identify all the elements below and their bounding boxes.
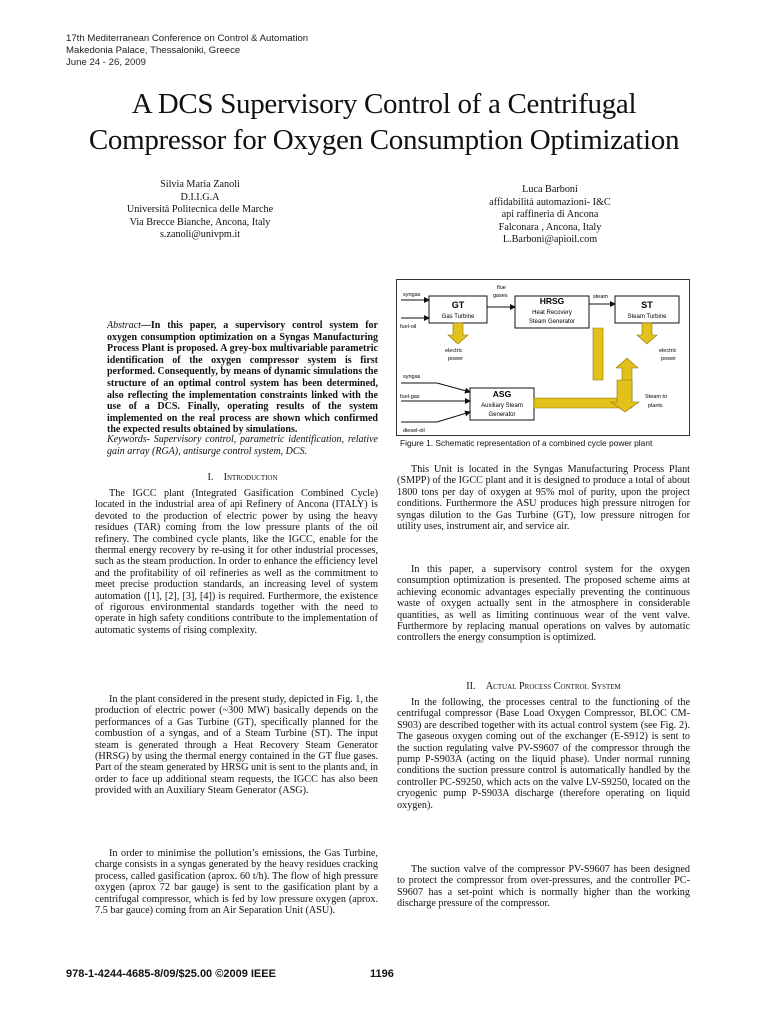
st-sub: Steam Turbine xyxy=(627,314,667,320)
right-column-text-4 xyxy=(397,864,690,910)
section-1-heading xyxy=(107,472,378,483)
steam-label: steam xyxy=(593,294,608,300)
section-2-heading xyxy=(397,681,690,692)
asg-label: ASG xyxy=(492,389,512,399)
author-2 xyxy=(440,184,660,247)
electric-power-label-2b: power xyxy=(661,356,676,362)
paragraph: The suction valve of the compressor PV-S9607 has been designed to protect the compressor from over-pressures, and the controller PC-S9607 has a set-point which is normally higher than the working discharge pressure of the compressor. xyxy=(397,864,690,910)
abstract-text: —In this paper, a supervisory control system for oxygen consumption optimization on a Syngas Manufacturing Process Plant is proposed. A grey-box multivariable parametric identification of the oxygen compressor system is first performed. Consequently, by means of dynamic simulations the structure of an optimal control system has been determined, also reflecting the implementation constraints linked with the use of a DCS. Finally, operating results of the system implemented on the real process are shown which confirmed the expected results obtained by simulations. xyxy=(107,320,378,436)
keywords: Keywords- Supervisory control, parametric identification, relative gain array (RGA), antisurge control system, DCS. xyxy=(107,434,378,457)
conference-date: June 24 - 26, 2009 xyxy=(66,57,147,68)
syngas-asg-label: syngas xyxy=(403,374,421,380)
conference-name: 17th Mediterranean Conference on Control & Automation xyxy=(66,33,309,44)
flue-label: flue xyxy=(497,285,506,291)
gases-label: gases xyxy=(493,293,508,299)
author-1 xyxy=(100,179,300,242)
abstract-label: Abstract xyxy=(107,320,141,331)
right-column-text xyxy=(397,464,690,532)
left-column-text-3 xyxy=(95,848,378,916)
author-email: s.zanoli@univpm.it xyxy=(159,229,241,241)
st-label: ST xyxy=(641,300,653,310)
fuel-gas-label: fuel-gas xyxy=(400,394,420,400)
gt-sub: Gas Turbine xyxy=(441,314,475,320)
plant-schematic xyxy=(397,280,689,435)
gt-label: GT xyxy=(451,300,465,310)
paragraph: In the following, the processes central to the functioning of the centrifugal compressor (Base Load Oxygen Compressor, BLOC CM-S903) are described together with its actual control system (see Fig. 2). The gaseous oxygen coming out of the exchanger (E-S912) is sent to the suction regulating valve PV-S9607 of the compressor through the pump P-S903A (acting on the liquid phase). Under normal running conditions the suction pressure control is automatically handled by the controller PC-S9250, which acts on the valve LV-S9250, located on the cryogenic pump P-S903A discharge (therefore operating on liquid oxygen). xyxy=(397,697,690,811)
author-affiliation: Università Politecnica delle Marche xyxy=(126,204,274,216)
paragraph: This Unit is located in the Syngas Manufacturing Process Plant (SMPP) of the IGCC plant and it is designed to produce a total of about 1800 tons per day of oxygen at 95% mol of purity, upon the project conditions. Furthermore the ASU produces high pressure nitrogen for syngas dilution to the Gas Turbine (GT), low pressure nitrogen for utility uses, instrument air, and service air. xyxy=(397,464,690,533)
title-line-2: Compressor for Oxygen Consumption Optimization xyxy=(88,124,680,156)
electric-power-label-1: electric xyxy=(445,348,463,354)
paragraph: The IGCC plant (Integrated Gasification Combined Cycle) located in the industrial area of api Refinery of Ancona (ITALY) is devoted to the production of electric power by using the heavy residues (TAR) coming from the low pressure plants of the oil refinery. The combined cycle plants, like the IGCC, enable for the thermal energy recovery by re-using it for other industrial processes, such as the steam production. In order to enhance the efficiency level and the profitability of oil refineries as well as the commitment to meet precise production standards, an increasing level of system automation ([1], [2], [3], [4]) is required. Furthermore, the existence of rigorous environmental standards together with the need to operate in high safety conditions contribute to the implementation of automatic systems of rising complexity. xyxy=(95,488,378,636)
author-name: Luca Barboni xyxy=(522,184,578,195)
author-address: Falconara , Ancona, Italy xyxy=(498,221,602,233)
author-email: L.Barboni@apioil.com xyxy=(502,234,598,246)
electric-power-label-2: electric xyxy=(659,348,677,354)
paragraph: In the plant considered in the present study, depicted in Fig. 1, the production of electric power (~300 MW) basically depends on the performances of a Gas Turbine (GT), specifically planned for the combustion of a syngas, and of a Steam Turbine (ST). The input steam is generated through a Heat Recovery Steam Generator (HRSG) by using the thermal energy contained in the GT flue gases. Part of the steam generated by HRSG unit is sent to the plants and, in order to face up additional steam requests, the IGCC has also been provided with an Auxiliary Steam Generator (ASG). xyxy=(95,694,378,797)
page-number: 1196 xyxy=(370,968,394,980)
steam-to-plants-label-2: plants xyxy=(648,403,663,409)
footer-isbn: 978-1-4244-4685-8/09/$25.00 ©2009 IEEE xyxy=(66,968,276,980)
fuel-oil-label: fuel-oil xyxy=(400,324,417,330)
steam-to-plants-label: Steam to xyxy=(645,394,668,400)
asg-sub1: Auxiliary Steam xyxy=(481,403,523,409)
author-affiliation: api raffineria di Ancona xyxy=(501,209,599,221)
paper-title xyxy=(20,86,748,158)
author-dept: affidabilità automazioni- I&C xyxy=(489,196,611,208)
author-name: Silvia Maria Zanoli xyxy=(160,179,240,190)
conference-venue: Makedonia Palace, Thessaloniki, Greece xyxy=(66,45,241,56)
author-dept: D.I.I.G.A xyxy=(180,191,220,203)
right-column-text-2 xyxy=(397,564,690,644)
figure-1 xyxy=(396,279,690,436)
section-number: II. xyxy=(466,681,476,692)
syngas-label: syngas xyxy=(403,292,421,298)
right-column-text-3 xyxy=(397,697,690,811)
hrsg-label: HRSG xyxy=(539,296,565,306)
diesel-oil-label: diesel-oil xyxy=(403,428,425,434)
hrsg-sub1: Heat Recovery xyxy=(532,310,572,316)
left-column-text xyxy=(95,488,378,636)
asg-sub2: Generator xyxy=(488,412,516,418)
abstract xyxy=(107,320,378,436)
title-line-1: A DCS Supervisory Control of a Centrifugal xyxy=(131,88,637,120)
section-title: Actual Process Control System xyxy=(485,681,621,692)
left-column-text-2 xyxy=(95,694,378,797)
section-title: Introduction xyxy=(223,472,278,483)
figure-caption: Figure 1. Schematic representation of a combined cycle power plant xyxy=(400,438,653,448)
paragraph: In order to minimise the pollution’s emissions, the Gas Turbine, charge consists in a syngas generated by the heavy residues cracking process, called gasification (aprox. 60 t/h). The flow of high pressure oxygen (aprox 72 bar gauge) is sent to the gasification plant by a centrifugal compressor, which is fed by low pressure oxygen (aprox. 7.5 bar gauce) coming from an Air Separation Unit (ASU). xyxy=(95,848,378,917)
hrsg-sub2: Steam Generator xyxy=(528,319,576,325)
section-number: I. xyxy=(207,472,214,483)
conference-info xyxy=(66,33,308,69)
author-address: Via Brecce Bianche, Ancona, Italy xyxy=(129,216,271,228)
paragraph: In this paper, a supervisory control system for the oxygen consumption optimization is presented. The proposed scheme aims at achieving economic advantages especially preventing the continuous waste of oxygen actually sent in the atmosphere in considerable quantities, as well as limiting continuous wear of the vent valve. Furthermore by replacing manual operations on valves by automatic controllers the energy consumption is optimized. xyxy=(397,564,690,644)
electric-power-label-1b: power xyxy=(448,356,463,362)
